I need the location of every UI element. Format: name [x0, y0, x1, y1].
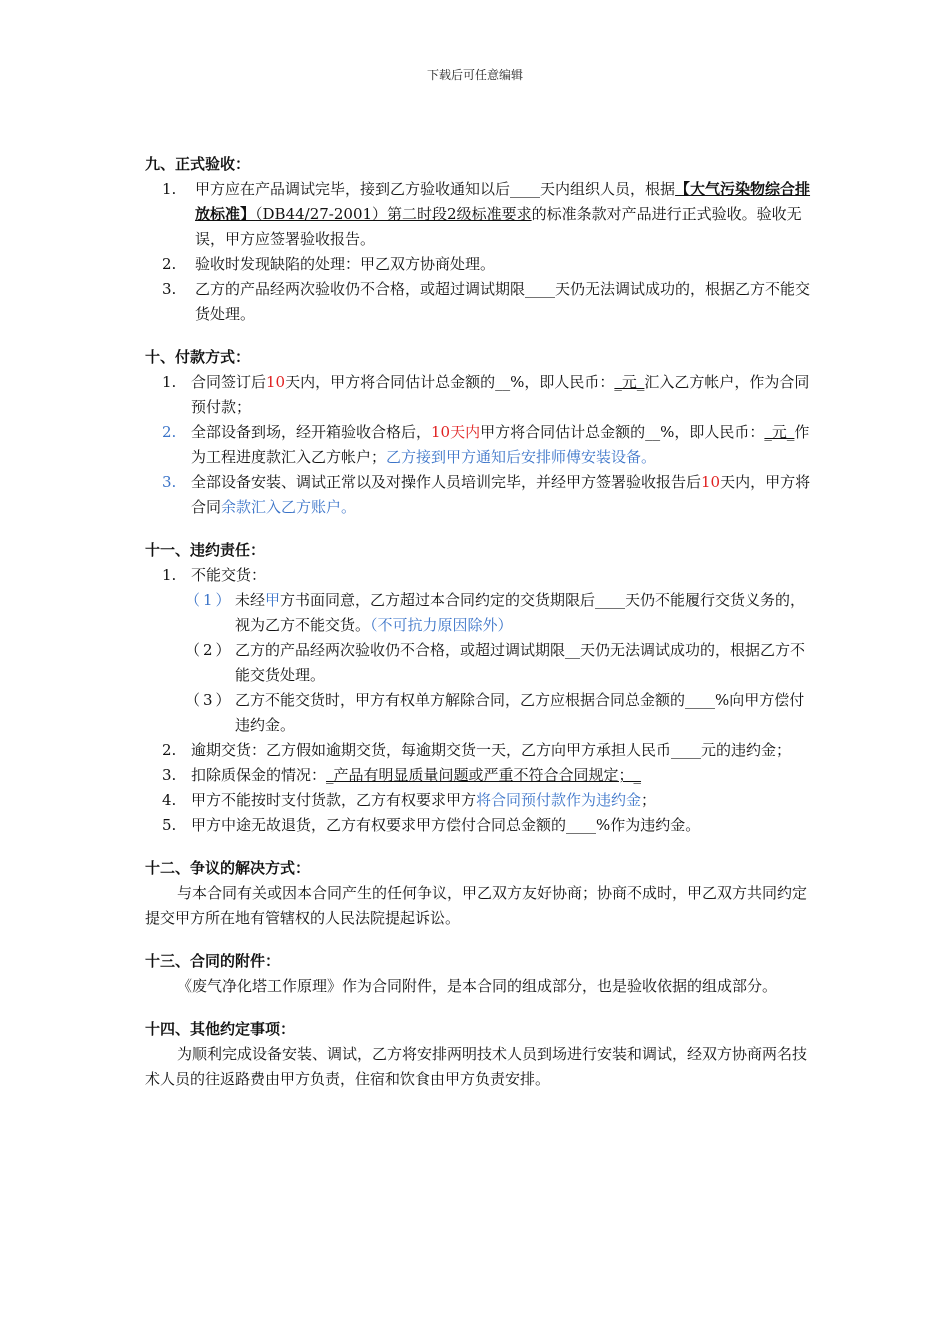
standard-code: （DB44/27-2001）第二时段2级标准要求 — [255, 205, 532, 223]
item-text: 全部设备安装、调试正常以及对操作人员培训完毕，并经甲方签署验收报告后10天内，甲方将合同余款汇入乙方账户。 — [191, 473, 811, 516]
section-title: 十一、违约责任： — [145, 541, 266, 559]
section-acceptance — [145, 152, 817, 327]
days-value: 10 — [431, 423, 451, 441]
item-number: 2. — [162, 741, 177, 759]
item-text: 合同签订后10天内，甲方将合同估计总金额的__%，即人民币：_元_汇入乙方帐户，作为合同预付款； — [191, 373, 810, 416]
section-liability — [145, 538, 817, 838]
item-text: 乙方的产品经两次验收仍不合格，或超过调试期限____天仍无法调试成功的，根据乙方不能交货处理。 — [195, 280, 811, 323]
item-number: （2） — [185, 641, 234, 659]
list-item — [145, 470, 817, 520]
section-title: 十二、争议的解决方式： — [145, 859, 311, 877]
item-number: 3. — [162, 766, 177, 784]
item-text: 逾期交货：乙方假如逾期交货，每逾期交货一天，乙方向甲方承担人民币____元的违约金； — [191, 741, 792, 759]
sub-list-item — [145, 638, 817, 688]
list-item — [145, 813, 817, 838]
section-title: 十、付款方式： — [145, 348, 251, 366]
item-text: 乙方的产品经两次验收仍不合格，或超过调试期限__天仍无法调试成功的，根据乙方不能交货处理。 — [235, 641, 806, 684]
item-text: 乙方不能交货时，甲方有权单方解除合同，乙方应根据合同总金额的____%向甲方偿付违约金。 — [235, 691, 805, 734]
section-paragraph: 为顺利完成设备安装、调试，乙方将安排两明技术人员到场进行安装和调试，经双方协商两名技术人员的往返路费由甲方负责，住宿和饮食由甲方负责安排。 — [145, 1045, 808, 1088]
item-text: 验收时发现缺陷的处理：甲乙双方协商处理。 — [195, 255, 496, 273]
section-other-terms — [145, 1017, 817, 1092]
list-item — [145, 788, 817, 813]
item-text: 甲方不能按时支付货款，乙方有权要求甲方将合同预付款作为违约金； — [191, 791, 657, 809]
days-value: 10 — [701, 473, 721, 491]
section-paragraph: 《废气净化塔工作原理》作为合同附件，是本合同的组成部分，也是验收依据的组成部分。 — [177, 977, 778, 995]
days-value: 10 — [266, 373, 286, 391]
header-note: 下载后可任意编辑 — [426, 68, 523, 82]
list-item — [145, 277, 817, 327]
sub-list-item — [145, 588, 817, 638]
item-text: 甲方中途无故退货，乙方有权要求甲方偿付合同总金额的____%作为违约金。 — [191, 816, 701, 834]
amount-blank: _元_ — [614, 373, 645, 391]
amount-blank: _元_ — [764, 423, 795, 441]
section-attachment — [145, 949, 817, 999]
list-item — [145, 420, 817, 470]
section-title: 十三、合同的附件： — [145, 952, 281, 970]
item-text: 扣除质保金的情况：_产品有明显质量问题或严重不符合合同规定；_ — [191, 766, 642, 784]
item-number: 1. — [162, 566, 177, 584]
item-number: 3. — [162, 473, 177, 491]
list-item — [145, 763, 817, 788]
standard-name: 【大气污染物综合排放标准】 — [195, 180, 811, 223]
item-number: 1. — [162, 180, 177, 198]
list-item — [145, 738, 817, 763]
section-title: 九、正式验收： — [145, 155, 251, 173]
contract-content — [145, 152, 817, 1110]
revision-note: 乙方接到甲方通知后安排师傅安装设备。 — [386, 448, 657, 466]
item-number: 2. — [162, 423, 177, 441]
item-number: 4. — [162, 791, 177, 809]
item-text: 未经甲方书面同意，乙方超过本合同约定的交货期限后____天仍不能履行交货义务的，视为乙方不能交货。（不可抗力原因除外） — [235, 591, 806, 634]
list-item — [145, 370, 817, 420]
revision-note: （不可抗力原因除外） — [370, 616, 513, 634]
section-dispute — [145, 856, 817, 931]
item-number: 5. — [162, 816, 177, 834]
item-number: 1. — [162, 373, 177, 391]
item-number: 2. — [162, 255, 177, 273]
condition-blank: _产品有明显质量问题或严重不符合合同规定；_ — [326, 766, 642, 784]
item-number: 3. — [162, 280, 177, 298]
item-text: 全部设备到场，经开箱验收合格后，10天内甲方将合同估计总金额的__%，即人民币：_元_作为工程进度款汇入乙方帐户；乙方接到甲方通知后安排师傅安装设备。 — [191, 423, 810, 466]
section-title: 十四、其他约定事项： — [145, 1020, 296, 1038]
item-number: （1） — [185, 591, 234, 609]
sub-list-item — [145, 688, 817, 738]
list-item — [145, 252, 817, 277]
item-number: （3） — [185, 691, 234, 709]
section-paragraph: 与本合同有关或因本合同产生的任何争议，甲乙双方友好协商；协商不成时，甲乙双方共同约定提交甲方所在地有管辖权的人民法院提起诉讼。 — [145, 884, 808, 927]
item-text: 不能交货： — [191, 566, 267, 584]
revision-note: 余款汇入乙方账户。 — [221, 498, 357, 516]
section-payment — [145, 345, 817, 520]
list-item — [145, 563, 817, 588]
revision-note: 将合同预付款作为违约金 — [476, 791, 642, 809]
list-item — [145, 177, 817, 252]
item-text: 甲方应在产品调试完毕，接到乙方验收通知以后____天内组织人员，根据【大气污染物综合排放标准】（DB44/27-2001）第二时段2级标准要求的标准条款对产品进行正式验收。验收无误，甲方应签署验收报告。 — [195, 180, 811, 248]
